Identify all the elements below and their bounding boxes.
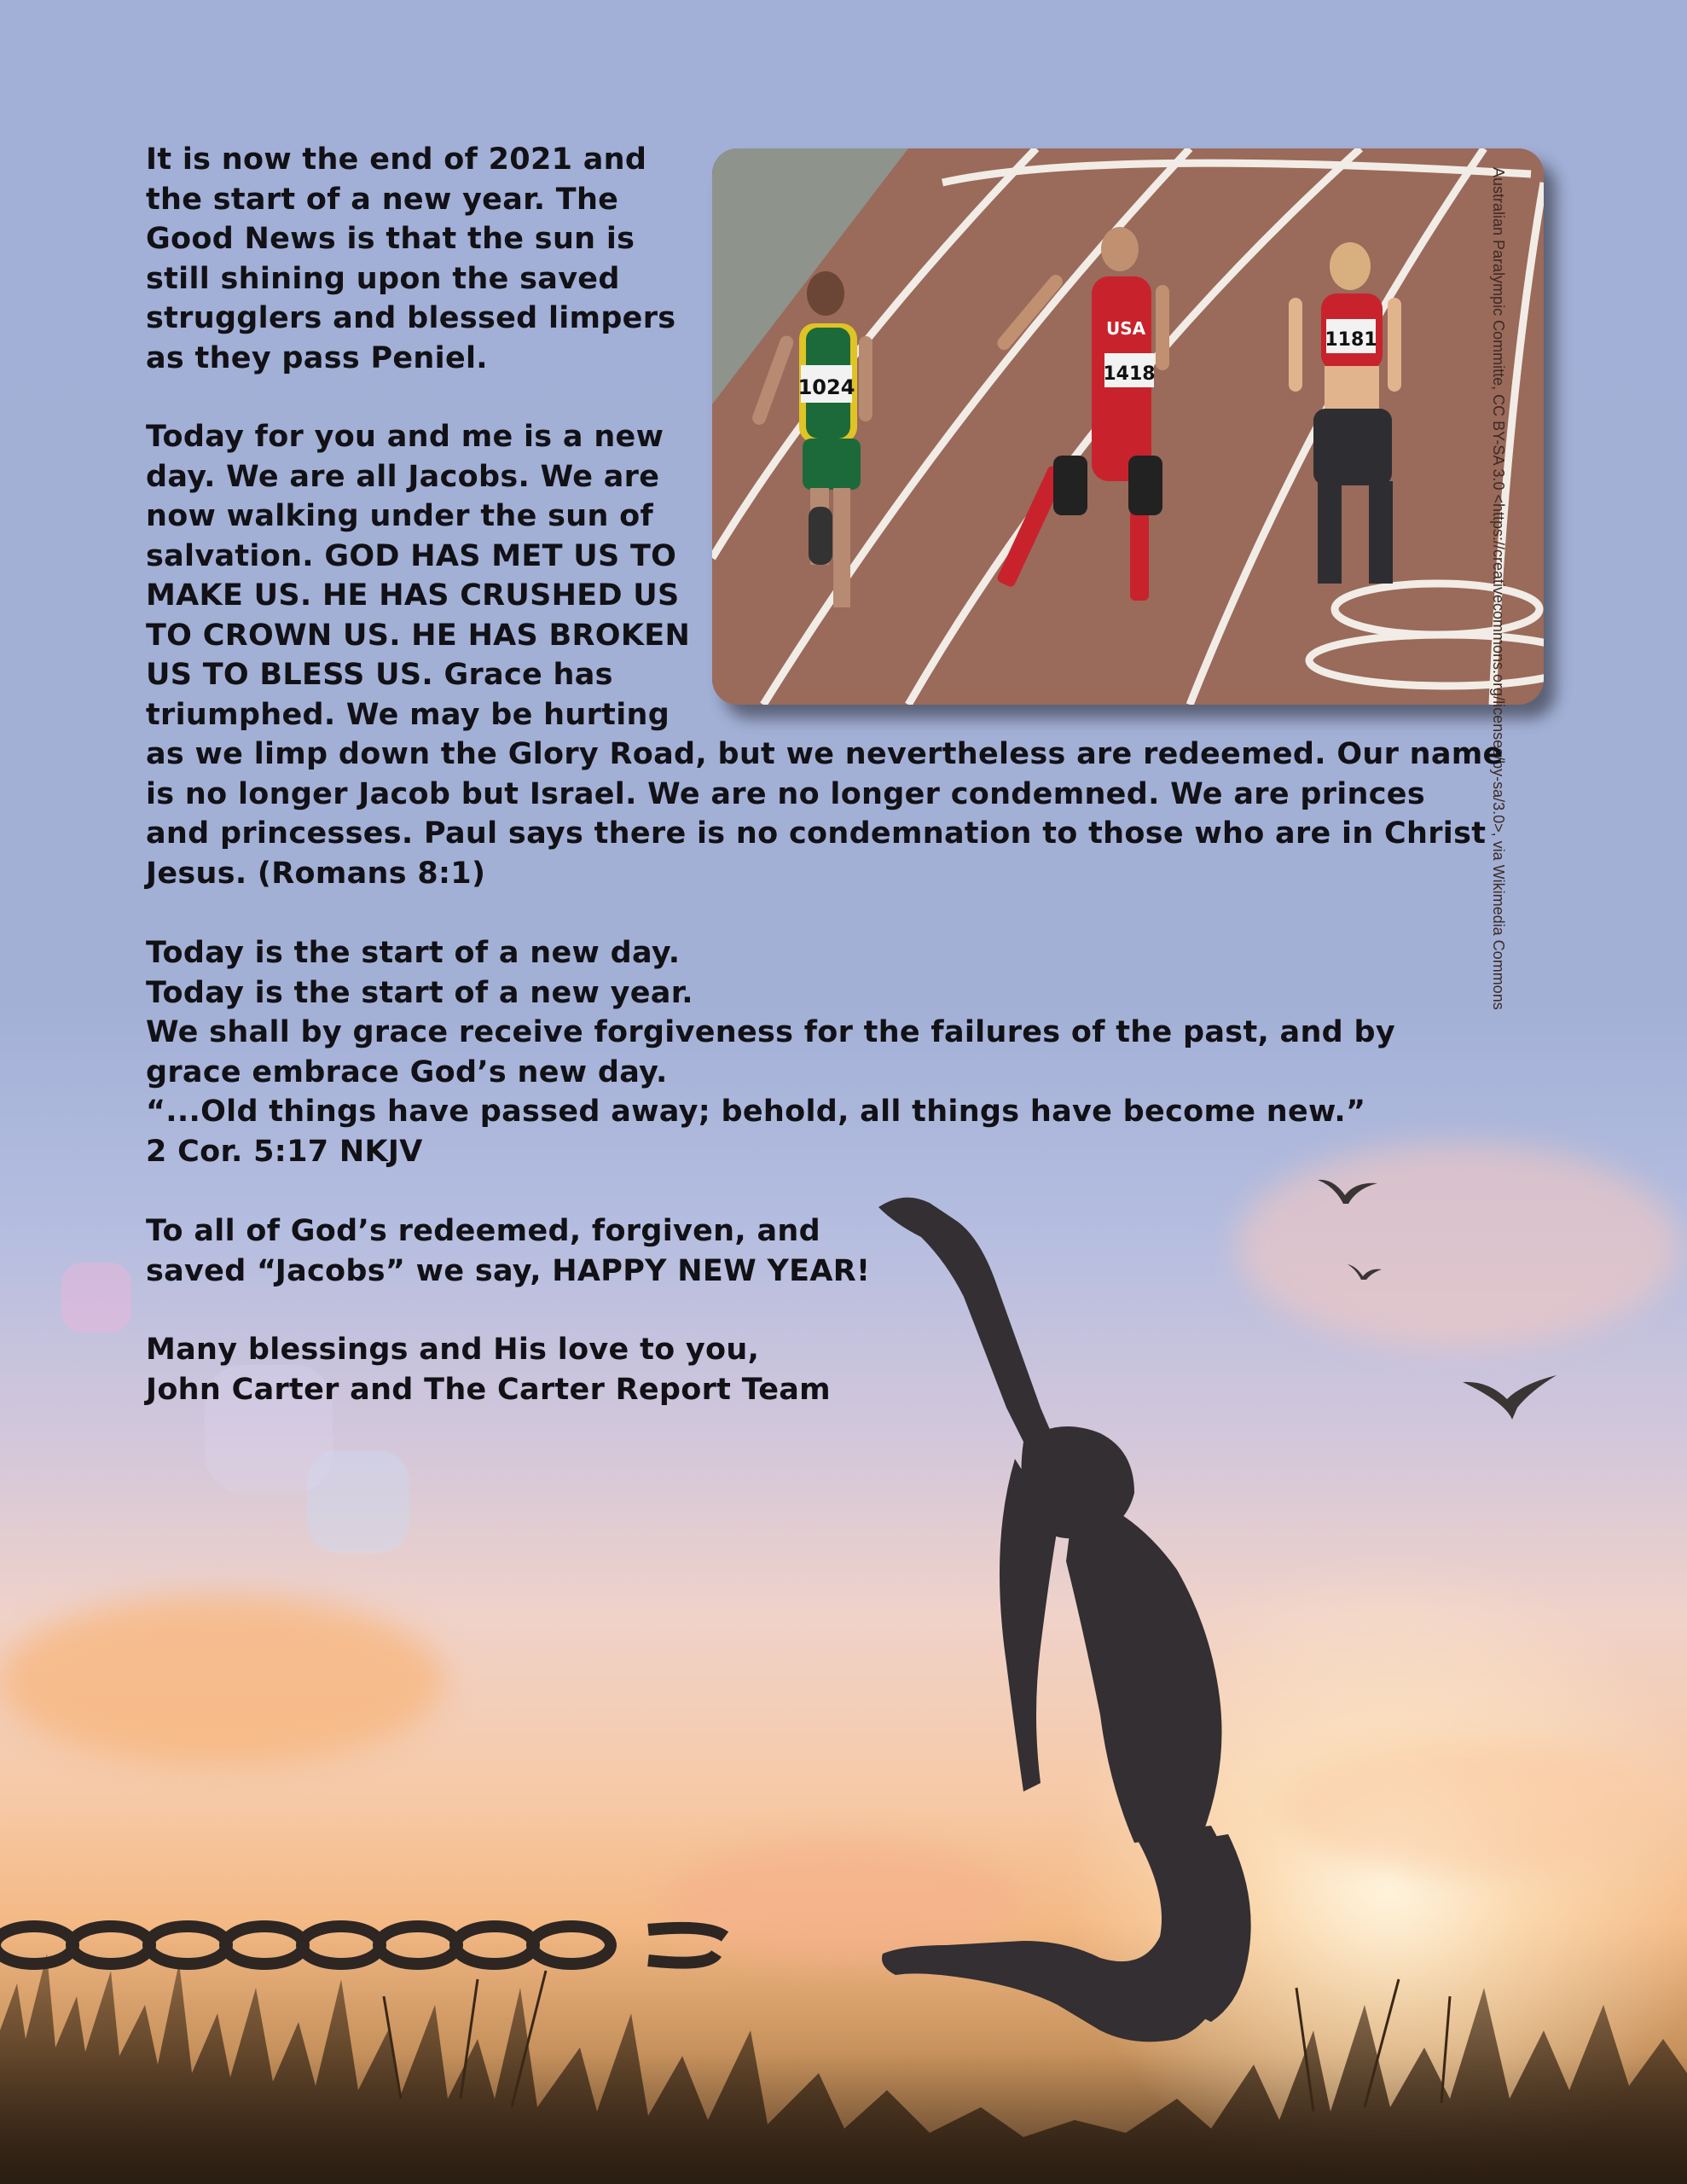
photo-credit: Australian Paralympic Committe, CC BY-SA 3.0 <https://creativecommons.org/licenses/by-sa/3.0>, via Wikimedia Commons: [1490, 167, 1507, 1010]
text-line: It is now the end of 2021 and: [146, 142, 647, 177]
text-line: Today is the start of a new year.: [146, 975, 693, 1010]
text-line: and princesses. Paul says there is no condemnation to those who are in Christ: [146, 816, 1487, 851]
text-line: triumphed. We may be hurting: [146, 697, 670, 732]
text-line: To all of God’s redeemed, forgiven, and: [146, 1214, 820, 1248]
text-line: now walking under the sun of: [146, 499, 654, 533]
cloud: [0, 1595, 443, 1766]
bird-silhouette: [1463, 1374, 1557, 1420]
bib-number: 1181: [1325, 329, 1377, 351]
text-line: the start of a new year. The: [146, 182, 619, 217]
signoff: [146, 1330, 1169, 1409]
broken-chain-silhouette: [0, 1911, 751, 1979]
text-line: as we limp down the Glory Road, but we nevertheless are redeemed. Our name: [146, 737, 1504, 771]
scripture-reference: 2 Cor. 5:17 NKJV: [146, 1134, 423, 1169]
intro-paragraph: [146, 140, 700, 378]
text-line: MAKE US. HE HAS CRUSHED US: [146, 578, 680, 613]
text-line: still shining upon the saved: [146, 261, 620, 296]
text-line: Good News is that the sun is: [146, 222, 635, 256]
text-line: We shall by grace receive forgiveness for the failures of the past, and by: [146, 1015, 1395, 1049]
text-line: Today for you and me is a new: [146, 420, 664, 454]
text-line: day. We are all Jacobs. We are: [146, 459, 660, 494]
text-line: salvation. GOD HAS MET US TO: [146, 538, 677, 573]
text-line: Today is the start of a new day.: [146, 936, 681, 970]
bib-number: 1418: [1103, 363, 1156, 385]
text-line: strugglers and blessed limpers: [146, 301, 676, 335]
new-day-paragraph: [146, 933, 1553, 1171]
text-line: saved “Jacobs” we say, HAPPY NEW YEAR!: [146, 1253, 871, 1288]
scripture-quote: “...Old things have passed away; behold, all things have become new.”: [146, 1095, 1366, 1129]
text-line: is no longer Jacob but Israel. We are no longer condemned. We are princes: [146, 776, 1425, 811]
bird-silhouette: [1318, 1173, 1377, 1207]
text-line: Many blessings and His love to you,: [146, 1333, 760, 1367]
text-line: TO CROWN US. HE HAS BROKEN: [146, 618, 691, 653]
bird-silhouette: [1348, 1263, 1382, 1281]
singlet-text: USA: [1106, 318, 1146, 339]
jumping-woman-silhouette: [733, 1186, 1586, 2056]
greeting-paragraph: [146, 1211, 1169, 1291]
text-line: grace embrace God’s new day.: [146, 1054, 668, 1089]
text-line: Jesus. (Romans 8:1): [146, 856, 486, 891]
bib-number: 1024: [797, 375, 855, 399]
jacobs-paragraph: [146, 417, 1553, 893]
signature: John Carter and The Carter Report Team: [146, 1372, 831, 1407]
text-line: US TO BLESS US. Grace has: [146, 658, 613, 692]
text-line: as they pass Peniel.: [146, 340, 488, 375]
lens-flare: [61, 1263, 131, 1333]
